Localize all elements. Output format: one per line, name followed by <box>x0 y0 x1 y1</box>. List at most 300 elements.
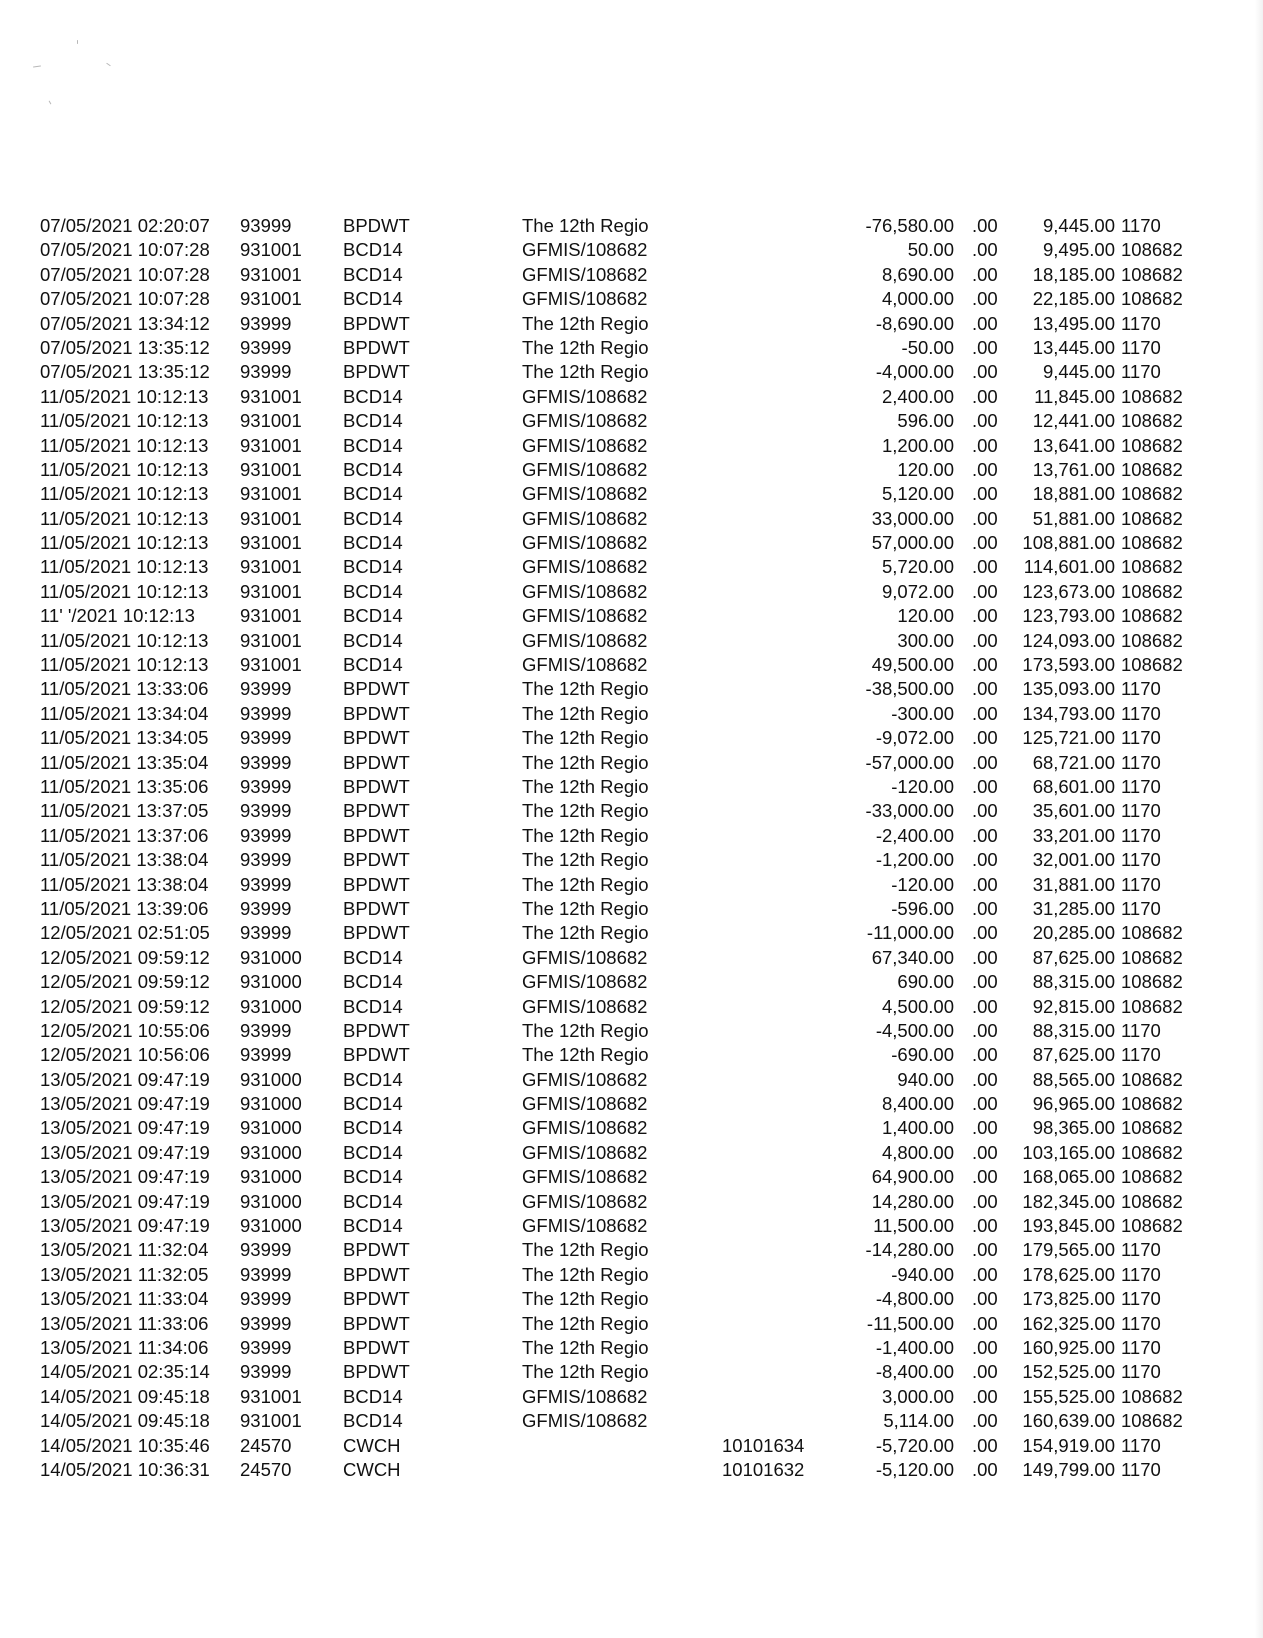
transaction-description: The 12th Regio <box>522 897 649 919</box>
transaction-amount: 300.00 <box>897 629 954 651</box>
table-row <box>0 580 1263 604</box>
transaction-type: BCD14 <box>343 1141 403 1163</box>
account-number: 1170 <box>1121 751 1161 773</box>
transaction-type: BPDWT <box>343 215 410 236</box>
transaction-description: GFMIS/108682 <box>522 385 648 407</box>
transaction-amount: -4,000.00 <box>875 361 954 383</box>
transaction-amount: 57,000.00 <box>871 532 954 554</box>
transaction-type: BPDWT <box>343 361 410 383</box>
transaction-type: BCD14 <box>343 1068 403 1090</box>
transaction-zero-amount: .00 <box>972 580 998 602</box>
transaction-type: BCD14 <box>343 946 403 968</box>
transaction-datetime: 11/05/2021 13:35:04 <box>40 751 209 773</box>
transaction-code: 93999 <box>240 824 292 846</box>
transaction-type: BPDWT <box>343 1312 410 1334</box>
transaction-datetime: 11/05/2021 13:38:04 <box>40 849 209 871</box>
table-row <box>0 995 1263 1019</box>
transaction-datetime: 14/05/2021 09:45:18 <box>40 1385 210 1407</box>
transaction-amount: 14,280.00 <box>871 1190 954 1212</box>
running-balance: 11,845.00 <box>1034 385 1115 407</box>
table-row <box>0 1360 1263 1384</box>
transaction-amount: 596.00 <box>897 410 954 432</box>
account-number: 1170 <box>1121 1044 1161 1066</box>
account-number: 1170 <box>1121 1361 1161 1383</box>
transaction-amount: -1,400.00 <box>875 1336 954 1358</box>
transaction-code: 931001 <box>240 1385 302 1407</box>
scan-speck <box>106 63 111 67</box>
transaction-code: 93999 <box>240 1288 292 1310</box>
transaction-amount: 9,072.00 <box>881 580 954 602</box>
table-row <box>0 848 1263 872</box>
transaction-type: BPDWT <box>343 336 410 358</box>
transaction-amount: -50.00 <box>901 336 954 358</box>
account-number: 108682 <box>1121 1410 1183 1432</box>
transaction-zero-amount: .00 <box>972 1458 998 1480</box>
transaction-zero-amount: .00 <box>972 1215 998 1237</box>
transaction-type: CWCH <box>343 1434 401 1456</box>
transaction-zero-amount: .00 <box>972 1166 998 1188</box>
transaction-description: The 12th Regio <box>522 312 649 334</box>
transaction-amount: -9,072.00 <box>875 727 954 749</box>
transaction-type: BCD14 <box>343 532 403 554</box>
transaction-description: The 12th Regio <box>522 336 649 358</box>
transaction-datetime: 11/05/2021 10:12:13 <box>40 458 209 480</box>
transaction-datetime: 11/05/2021 10:12:13 <box>40 654 209 676</box>
transaction-amount: 120.00 <box>897 605 954 627</box>
running-balance: 68,721.00 <box>1032 751 1115 773</box>
transaction-amount: 49,500.00 <box>871 654 954 676</box>
transaction-code: 931001 <box>240 434 302 456</box>
transaction-zero-amount: .00 <box>972 1434 998 1456</box>
transaction-datetime: 12/05/2021 09:59:12 <box>40 946 210 968</box>
transaction-zero-amount: .00 <box>972 1117 998 1139</box>
running-balance: 149,799.00 <box>1022 1458 1115 1480</box>
transaction-type: BCD14 <box>343 995 403 1017</box>
account-number: 1170 <box>1121 215 1161 236</box>
transaction-type: BPDWT <box>343 1336 410 1358</box>
account-number: 108682 <box>1121 946 1183 968</box>
table-row <box>0 1019 1263 1043</box>
table-row <box>0 653 1263 677</box>
table-row <box>0 482 1263 506</box>
account-number: 1170 <box>1121 775 1161 797</box>
transaction-datetime: 13/05/2021 09:47:19 <box>40 1215 210 1237</box>
table-row <box>0 458 1263 482</box>
running-balance: 96,965.00 <box>1032 1093 1115 1115</box>
transaction-code: 931001 <box>240 458 302 480</box>
running-balance: 173,593.00 <box>1022 654 1115 676</box>
transaction-amount: 64,900.00 <box>871 1166 954 1188</box>
transaction-type: BPDWT <box>343 824 410 846</box>
running-balance: 173,825.00 <box>1022 1288 1115 1310</box>
transaction-code: 93999 <box>240 1336 292 1358</box>
transaction-amount: -1,200.00 <box>875 849 954 871</box>
transaction-datetime: 13/05/2021 11:33:04 <box>40 1288 209 1310</box>
running-balance: 31,881.00 <box>1032 873 1115 895</box>
running-balance: 124,093.00 <box>1022 629 1115 651</box>
transaction-description: The 12th Regio <box>522 678 649 700</box>
account-number: 108682 <box>1121 1068 1183 1090</box>
running-balance: 168,065.00 <box>1022 1166 1115 1188</box>
transaction-amount: 50.00 <box>907 239 954 261</box>
account-number: 1170 <box>1121 312 1161 334</box>
transaction-type: BCD14 <box>343 580 403 602</box>
running-balance: 51,881.00 <box>1032 507 1115 529</box>
account-number: 108682 <box>1121 288 1183 310</box>
transaction-description: GFMIS/108682 <box>522 483 648 505</box>
running-balance: 98,365.00 <box>1032 1117 1115 1139</box>
transaction-description: GFMIS/108682 <box>522 1117 648 1139</box>
transaction-amount: -120.00 <box>891 873 954 895</box>
transaction-zero-amount: .00 <box>972 556 998 578</box>
transaction-datetime: 07/05/2021 02:20:07 <box>40 215 210 236</box>
account-number: 108682 <box>1121 1117 1183 1139</box>
transaction-amount: 120.00 <box>897 458 954 480</box>
running-balance: 9,495.00 <box>1042 239 1115 261</box>
transaction-description: The 12th Regio <box>522 727 649 749</box>
transaction-code: 931000 <box>240 1190 302 1212</box>
table-row <box>0 531 1263 555</box>
transaction-zero-amount: .00 <box>972 1263 998 1285</box>
transaction-code: 93999 <box>240 1263 292 1285</box>
table-row <box>0 1116 1263 1140</box>
transaction-datetime: 11/05/2021 13:37:05 <box>40 800 209 822</box>
transaction-description: The 12th Regio <box>522 1288 649 1310</box>
transaction-amount: 3,000.00 <box>881 1385 954 1407</box>
running-balance: 12,441.00 <box>1032 410 1115 432</box>
transaction-description: The 12th Regio <box>522 1263 649 1285</box>
transaction-zero-amount: .00 <box>972 946 998 968</box>
running-balance: 92,815.00 <box>1032 995 1115 1017</box>
transaction-amount: -690.00 <box>891 1044 954 1066</box>
transaction-code: 931001 <box>240 532 302 554</box>
transaction-zero-amount: .00 <box>972 897 998 919</box>
transaction-zero-amount: .00 <box>972 1068 998 1090</box>
transaction-zero-amount: .00 <box>972 775 998 797</box>
account-number: 108682 <box>1121 410 1183 432</box>
account-number: 1170 <box>1121 1288 1161 1310</box>
transaction-type: BPDWT <box>343 678 410 700</box>
transaction-type: BCD14 <box>343 556 403 578</box>
transaction-zero-amount: .00 <box>972 1141 998 1163</box>
table-row <box>0 677 1263 701</box>
transaction-description: The 12th Regio <box>522 1044 649 1066</box>
transaction-datetime: 11/05/2021 10:12:13 <box>40 483 209 505</box>
transaction-description: The 12th Regio <box>522 824 649 846</box>
transaction-code: 93999 <box>240 849 292 871</box>
transaction-zero-amount: .00 <box>972 1361 998 1383</box>
transaction-amount: -596.00 <box>891 897 954 919</box>
transaction-type: BCD14 <box>343 1215 403 1237</box>
transaction-code: 93999 <box>240 751 292 773</box>
transaction-code: 931001 <box>240 1410 302 1432</box>
transaction-datetime: 11/05/2021 10:12:13 <box>40 532 209 554</box>
transaction-description: GFMIS/108682 <box>522 1141 648 1163</box>
running-balance: 18,881.00 <box>1032 483 1115 505</box>
account-number: 108682 <box>1121 532 1183 554</box>
transaction-datetime: 11/05/2021 13:34:04 <box>40 702 209 724</box>
account-number: 108682 <box>1121 580 1183 602</box>
transaction-type: BCD14 <box>343 263 403 285</box>
transaction-datetime: 07/05/2021 10:07:28 <box>40 288 210 310</box>
account-number: 1170 <box>1121 678 1161 700</box>
transaction-datetime: 11/05/2021 10:12:13 <box>40 629 209 651</box>
transaction-zero-amount: .00 <box>972 678 998 700</box>
table-row <box>0 1385 1263 1409</box>
transaction-amount: 1,400.00 <box>881 1117 954 1139</box>
transaction-code: 931000 <box>240 995 302 1017</box>
transaction-description: GFMIS/108682 <box>522 239 648 261</box>
transaction-code: 93999 <box>240 727 292 749</box>
scan-speck <box>33 65 41 67</box>
transaction-zero-amount: .00 <box>972 507 998 529</box>
account-number: 108682 <box>1121 922 1183 944</box>
transaction-description: GFMIS/108682 <box>522 1068 648 1090</box>
transaction-reference: 10101634 <box>722 1434 805 1456</box>
running-balance: 13,495.00 <box>1032 312 1115 334</box>
transaction-description: GFMIS/108682 <box>522 458 648 480</box>
running-balance: 9,445.00 <box>1042 361 1115 383</box>
table-row <box>0 507 1263 531</box>
table-row <box>0 726 1263 750</box>
account-number: 1170 <box>1121 849 1161 871</box>
transaction-code: 93999 <box>240 336 292 358</box>
transaction-datetime: 11/05/2021 10:12:13 <box>40 410 209 432</box>
transaction-zero-amount: .00 <box>972 1239 998 1261</box>
transaction-amount: -4,500.00 <box>875 1019 954 1041</box>
transaction-zero-amount: .00 <box>972 922 998 944</box>
table-row <box>0 263 1263 287</box>
transaction-amount: 2,400.00 <box>881 385 954 407</box>
account-number: 1170 <box>1121 1336 1161 1358</box>
table-row <box>0 751 1263 775</box>
table-row <box>0 434 1263 458</box>
transaction-amount: -57,000.00 <box>865 751 954 773</box>
transaction-amount: -5,720.00 <box>875 1434 954 1456</box>
transaction-datetime: 11/05/2021 10:12:13 <box>40 434 209 456</box>
account-number: 108682 <box>1121 1093 1183 1115</box>
transaction-description: GFMIS/108682 <box>522 1190 648 1212</box>
transaction-code: 931001 <box>240 410 302 432</box>
transaction-zero-amount: .00 <box>972 239 998 261</box>
transaction-description: The 12th Regio <box>522 1239 649 1261</box>
transaction-zero-amount: .00 <box>972 410 998 432</box>
transaction-datetime: 12/05/2021 02:51:05 <box>40 922 210 944</box>
transaction-code: 93999 <box>240 873 292 895</box>
transaction-zero-amount: .00 <box>972 629 998 651</box>
transaction-datetime: 13/05/2021 11:33:06 <box>40 1312 209 1334</box>
transaction-datetime: 11/05/2021 13:34:05 <box>40 727 209 749</box>
transaction-zero-amount: .00 <box>972 215 998 236</box>
transaction-zero-amount: .00 <box>972 1044 998 1066</box>
transaction-datetime: 13/05/2021 11:32:04 <box>40 1239 209 1261</box>
transaction-datetime: 07/05/2021 10:07:28 <box>40 239 210 261</box>
transaction-description: The 12th Regio <box>522 800 649 822</box>
table-row <box>0 1287 1263 1311</box>
transaction-amount: 940.00 <box>897 1068 954 1090</box>
transaction-code: 931001 <box>240 556 302 578</box>
account-number: 108682 <box>1121 483 1183 505</box>
transaction-type: BPDWT <box>343 1361 410 1383</box>
transaction-type: BPDWT <box>343 849 410 871</box>
running-balance: 135,093.00 <box>1022 678 1115 700</box>
transaction-type: BPDWT <box>343 1044 410 1066</box>
running-balance: 178,625.00 <box>1022 1263 1115 1285</box>
transaction-zero-amount: .00 <box>972 263 998 285</box>
table-row <box>0 775 1263 799</box>
table-row <box>0 799 1263 823</box>
running-balance: 9,445.00 <box>1042 215 1115 236</box>
transaction-amount: -14,280.00 <box>865 1239 954 1261</box>
transaction-amount: 8,400.00 <box>881 1093 954 1115</box>
transaction-code: 931001 <box>240 507 302 529</box>
transaction-datetime: 11/05/2021 13:35:06 <box>40 775 209 797</box>
transaction-zero-amount: .00 <box>972 312 998 334</box>
table-row <box>0 1214 1263 1238</box>
account-number: 108682 <box>1121 458 1183 480</box>
transaction-code: 24570 <box>240 1434 292 1456</box>
transaction-datetime: 12/05/2021 10:55:06 <box>40 1019 210 1041</box>
transaction-type: BPDWT <box>343 312 410 334</box>
running-balance: 32,001.00 <box>1032 849 1115 871</box>
table-row <box>0 604 1263 628</box>
transaction-zero-amount: .00 <box>972 483 998 505</box>
transaction-type: BCD14 <box>343 1166 403 1188</box>
running-balance: 114,601.00 <box>1023 556 1115 578</box>
transaction-code: 931001 <box>240 483 302 505</box>
transaction-code: 93999 <box>240 1239 292 1261</box>
transaction-description: The 12th Regio <box>522 1019 649 1041</box>
transaction-datetime: 07/05/2021 10:07:28 <box>40 263 210 285</box>
transaction-datetime: 12/05/2021 10:56:06 <box>40 1044 210 1066</box>
transaction-code: 93999 <box>240 897 292 919</box>
transaction-description: GFMIS/108682 <box>522 1093 648 1115</box>
account-number: 1170 <box>1121 1019 1161 1041</box>
table-row <box>0 946 1263 970</box>
transaction-type: BPDWT <box>343 727 410 749</box>
transaction-description: GFMIS/108682 <box>522 995 648 1017</box>
table-row <box>0 970 1263 994</box>
transaction-code: 931000 <box>240 1117 302 1139</box>
running-balance: 20,285.00 <box>1032 922 1115 944</box>
account-number: 1170 <box>1121 727 1161 749</box>
running-balance: 88,315.00 <box>1032 1019 1115 1041</box>
transaction-amount: -120.00 <box>891 775 954 797</box>
transaction-code: 931000 <box>240 1166 302 1188</box>
transaction-datetime: 07/05/2021 13:35:12 <box>40 361 210 383</box>
transaction-description: GFMIS/108682 <box>522 434 648 456</box>
table-row <box>0 1238 1263 1262</box>
transaction-code: 931000 <box>240 946 302 968</box>
transaction-type: BCD14 <box>343 605 403 627</box>
table-row <box>0 1190 1263 1214</box>
table-row <box>0 1434 1263 1458</box>
account-number: 108682 <box>1121 995 1183 1017</box>
transaction-amount: 5,120.00 <box>881 483 954 505</box>
transaction-zero-amount: .00 <box>972 1019 998 1041</box>
transaction-code: 931001 <box>240 385 302 407</box>
transaction-amount: 4,000.00 <box>881 288 954 310</box>
running-balance: 22,185.00 <box>1032 288 1115 310</box>
transaction-type: BCD14 <box>343 1117 403 1139</box>
transaction-code: 93999 <box>240 702 292 724</box>
account-number: 108682 <box>1121 263 1183 285</box>
running-balance: 160,925.00 <box>1022 1336 1115 1358</box>
transaction-code: 931001 <box>240 263 302 285</box>
transaction-zero-amount: .00 <box>972 1288 998 1310</box>
transaction-description: GFMIS/108682 <box>522 1215 648 1237</box>
transaction-description: The 12th Regio <box>522 215 649 236</box>
account-number: 1170 <box>1121 361 1161 383</box>
account-number: 108682 <box>1121 385 1183 407</box>
table-row <box>0 214 1263 238</box>
transaction-zero-amount: .00 <box>972 971 998 993</box>
transaction-code: 931000 <box>240 1215 302 1237</box>
running-balance: 108,881.00 <box>1022 532 1115 554</box>
running-balance: 154,919.00 <box>1022 1434 1115 1456</box>
transaction-type: BCD14 <box>343 483 403 505</box>
transaction-amount: 4,800.00 <box>881 1141 954 1163</box>
transaction-amount: 8,690.00 <box>881 263 954 285</box>
account-number: 1170 <box>1121 1434 1161 1456</box>
table-row <box>0 1165 1263 1189</box>
transaction-datetime: 13/05/2021 09:47:19 <box>40 1117 210 1139</box>
transaction-type: BCD14 <box>343 1385 403 1407</box>
account-number: 1170 <box>1121 873 1161 895</box>
transaction-amount: -8,690.00 <box>875 312 954 334</box>
account-number: 1170 <box>1121 336 1161 358</box>
transaction-amount: -5,120.00 <box>875 1458 954 1480</box>
running-balance: 35,601.00 <box>1032 800 1115 822</box>
account-number: 108682 <box>1121 1385 1183 1407</box>
transaction-code: 93999 <box>240 1044 292 1066</box>
transaction-amount: -33,000.00 <box>865 800 954 822</box>
transaction-datetime: 13/05/2021 11:34:06 <box>40 1336 209 1358</box>
transaction-amount: 11,500.00 <box>873 1215 954 1237</box>
transaction-type: BCD14 <box>343 458 403 480</box>
transaction-description: GFMIS/108682 <box>522 556 648 578</box>
transaction-description: GFMIS/108682 <box>522 532 648 554</box>
transaction-code: 93999 <box>240 922 292 944</box>
running-balance: 87,625.00 <box>1032 946 1115 968</box>
transaction-type: BCD14 <box>343 1410 403 1432</box>
transaction-zero-amount: .00 <box>972 995 998 1017</box>
transaction-type: BCD14 <box>343 385 403 407</box>
transaction-zero-amount: .00 <box>972 1190 998 1212</box>
transaction-datetime: 11' '/2021 10:12:13 <box>40 605 195 627</box>
transaction-zero-amount: .00 <box>972 1410 998 1432</box>
account-number: 1170 <box>1121 800 1161 822</box>
transaction-code: 931001 <box>240 580 302 602</box>
running-balance: 18,185.00 <box>1032 263 1115 285</box>
account-number: 108682 <box>1121 556 1183 578</box>
transaction-reference: 10101632 <box>722 1458 805 1480</box>
account-number: 108682 <box>1121 971 1183 993</box>
running-balance: 134,793.00 <box>1022 702 1115 724</box>
account-number: 1170 <box>1121 824 1161 846</box>
transaction-type: BPDWT <box>343 751 410 773</box>
transaction-amount: 5,720.00 <box>881 556 954 578</box>
transaction-amount: 1,200.00 <box>881 434 954 456</box>
running-balance: 123,673.00 <box>1022 580 1115 602</box>
transaction-zero-amount: .00 <box>972 1093 998 1115</box>
transaction-code: 93999 <box>240 775 292 797</box>
account-number: 1170 <box>1121 897 1161 919</box>
transaction-datetime: 13/05/2021 11:32:05 <box>40 1263 209 1285</box>
transaction-amount: -940.00 <box>891 1263 954 1285</box>
running-balance: 87,625.00 <box>1032 1044 1115 1066</box>
transaction-datetime: 11/05/2021 10:12:13 <box>40 507 209 529</box>
